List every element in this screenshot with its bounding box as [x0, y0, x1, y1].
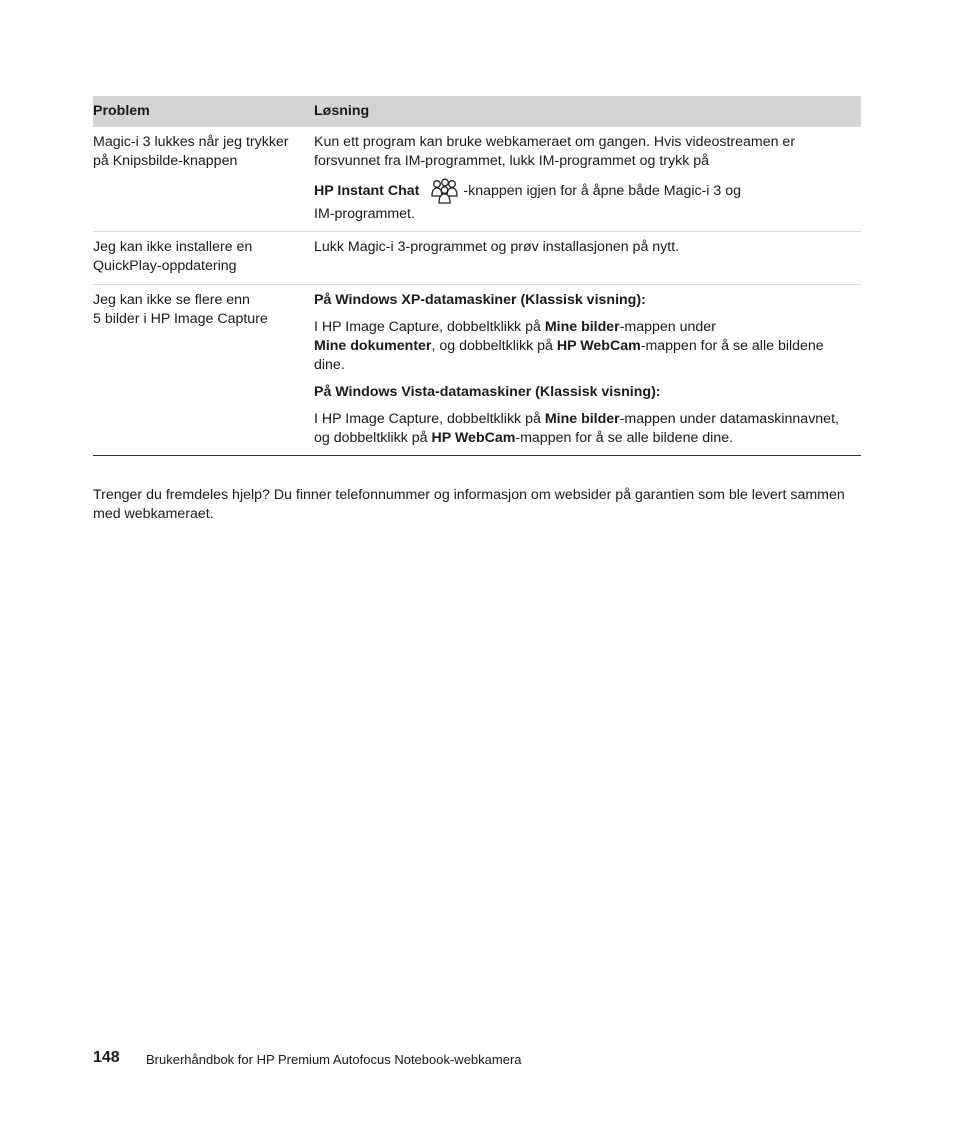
solution-text: -mappen under — [619, 319, 716, 335]
xp-instructions — [314, 318, 857, 375]
solution-text: I HP Image Capture, dobbeltklikk på — [314, 319, 545, 335]
vista-heading: På Windows Vista-datamaskiner (Klassisk visning): — [314, 384, 661, 400]
solution-text: IM-programmet. — [314, 206, 415, 222]
troubleshooting-section — [93, 96, 861, 456]
troubleshooting-table — [93, 96, 861, 456]
header-solution: Løsning — [314, 96, 861, 127]
problem-text: Magic-i 3 lukkes når jeg trykker på Knipsbilde-knappen — [93, 134, 289, 169]
problem-text: 5 bilder i HP Image Capture — [93, 311, 268, 327]
solution-text: -mappen for å se alle bildene dine. — [314, 338, 824, 373]
table-header-row — [93, 96, 861, 127]
solution-text: I HP Image Capture, dobbeltklikk på — [314, 411, 545, 427]
xp-heading: På Windows XP-datamaskiner (Klassisk visning): — [314, 292, 646, 308]
problem-cell — [93, 127, 314, 232]
solution-cell — [314, 285, 861, 456]
problem-text: Jeg kan ikke installere en QuickPlay-oppdatering — [93, 239, 253, 274]
solution-cell — [314, 127, 861, 232]
page-footer-title: Brukerhåndbok for HP Premium Autofocus Notebook-webkamera — [146, 1052, 522, 1067]
hp-instant-chat-label: HP Instant Chat — [314, 182, 420, 199]
table-row — [93, 232, 861, 285]
problem-cell — [93, 232, 314, 285]
solution-text: , og dobbeltklikk på — [431, 338, 557, 354]
solution-text: -mappen under datamaskinnavnet, og dobbeltklikk på — [314, 411, 839, 446]
people-icon — [429, 177, 459, 205]
folder-name: Mine dokumenter — [314, 338, 432, 354]
folder-name: Mine bilder — [544, 411, 620, 427]
problem-cell — [93, 285, 314, 456]
folder-name: HP WebCam — [431, 430, 516, 446]
table-row — [93, 127, 861, 232]
folder-name: HP WebCam — [556, 338, 641, 354]
header-problem: Problem — [93, 96, 314, 127]
solution-text: -mappen for å se alle bildene dine. — [515, 430, 734, 446]
solution-paragraph — [314, 177, 857, 224]
page-number: 148 — [93, 1049, 120, 1066]
vista-instructions — [314, 410, 857, 448]
table-row — [93, 285, 861, 456]
solution-paragraph: Lukk Magic-i 3-programmet og prøv installasjonen på nytt. — [314, 239, 680, 255]
solution-text: -knappen igjen for å åpne både Magic-i 3 og — [463, 182, 742, 199]
help-note: Trenger du fremdeles hjelp? Du finner telefonnummer og informasjon om websider på garantien som ble levert sammen med webkameraet. — [93, 487, 845, 522]
solution-paragraph: Kun ett program kan bruke webkameraet om gangen. Hvis videostreamen er forsvunnet fra IM-programmet, lukk IM-programmet og trykk på — [314, 134, 796, 169]
problem-text: Jeg kan ikke se flere enn — [93, 292, 250, 308]
folder-name: Mine bilder — [544, 319, 620, 335]
solution-cell — [314, 232, 861, 285]
